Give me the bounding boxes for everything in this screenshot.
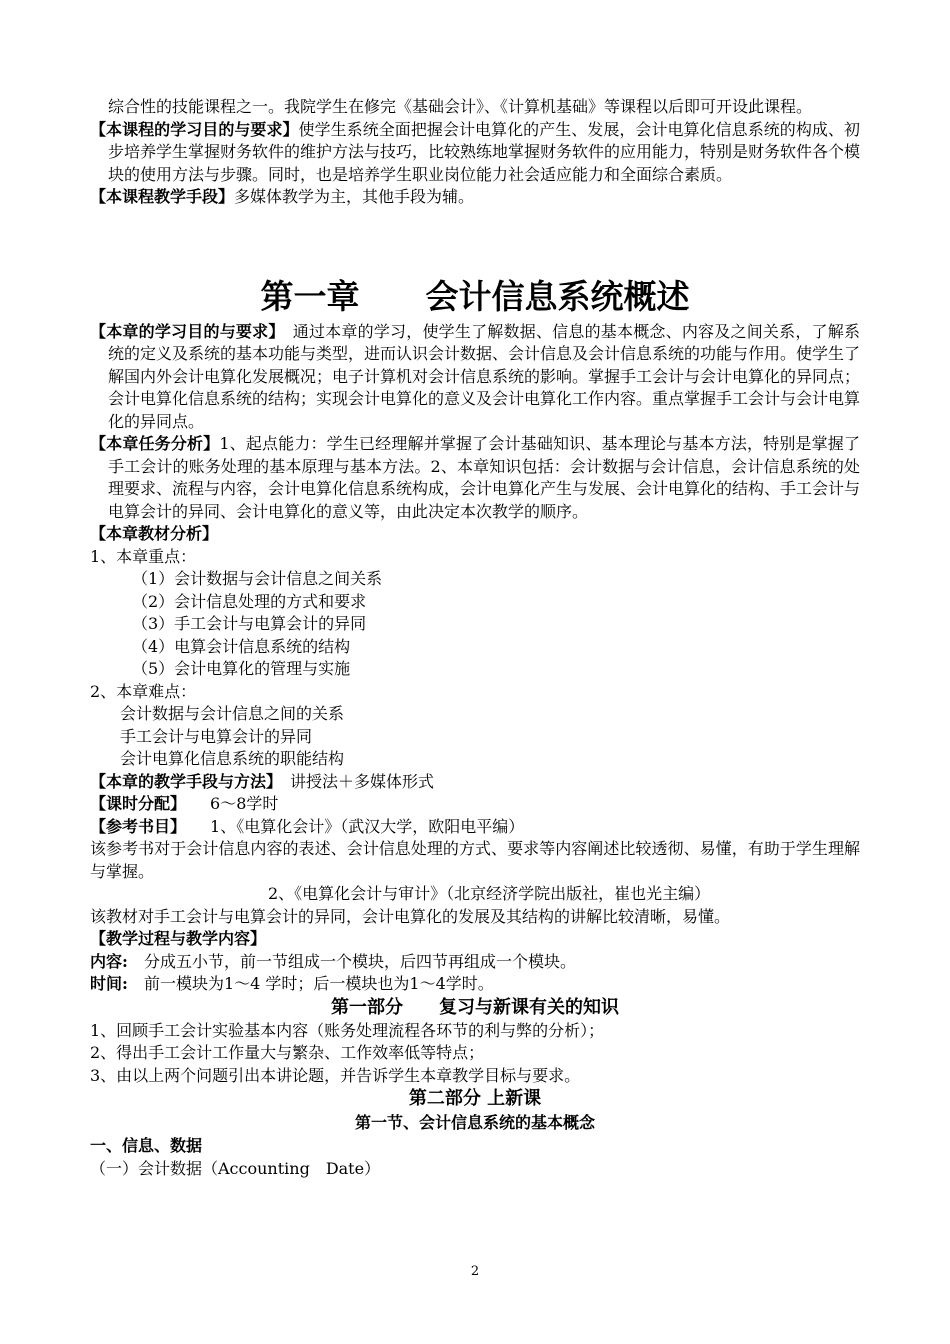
method-line (90, 771, 860, 794)
hours-label: 【课时分配】 (90, 794, 179, 813)
course-goal-text: 使学生系统全面把握会计电算化的产生、发展，会计电算化信息系统的构成、初步培养学生掌握财务软件的维护方法与技巧，比较熟练地掌握财务软件的应用能力，特别是财务软件各个模块的使用方法与步骤。同时，也是培养学生职业岗位能力社会适应能力和全面综合素质。 (108, 119, 861, 184)
chapter-goal-text: 通过本章的学习，使学生了解数据、信息的基本概念、内容及之间关系，了解系统的定义及系统的基本功能与类型，进而认识会计数据、会计信息及会计信息系统的功能与作用。使学生了解国内外会计电算化发展概况；电子计算机对会计信息系统的影响。掌握手工会计与会计电算化的异同点；会计电算化信息系统的结构；实现会计电算化的意义及会计电算化工作内容。重点掌握手工会计与会计电算化的异同点。 (108, 321, 861, 431)
reference-1: 1、《电算化会计》（武汉大学，欧阳电平编） (178, 816, 525, 836)
time-line (90, 973, 860, 996)
reference-line (90, 816, 860, 839)
part1-item-2: 2、得出手工会计工作量大与繁杂、工作效率低等特点； (90, 1043, 485, 1062)
part1-item-3: 3、由以上两个问题引出本讲论题，并告诉学生本章教学目标与要求。 (90, 1065, 581, 1085)
part2-title: 第二部分 上新课 (408, 1088, 542, 1109)
intro-paragraph (90, 96, 860, 119)
key-point-3: （3）手工会计与电算会计的异同 (132, 614, 367, 633)
key-point-5: （5）会计电算化的管理与实施 (132, 659, 351, 678)
section-title: 第一节、会计信息系统的基本概念 (354, 1113, 595, 1132)
difficult-point-2: 手工会计与电算会计的异同 (120, 726, 313, 746)
content-text: 分成五小节，前一节组成一个模块，后四节再组成一个模块。 (143, 951, 576, 971)
chapter-title: 第一章 会计信息系统概述 (260, 276, 690, 316)
chapter-goal-label: 【本章的学习目的与要求】 (90, 321, 277, 341)
reference-2-note: 该教材对手工会计与电算会计的异同，会计电算化的发展及其结构的讲解比较清晰，易懂。 (90, 906, 731, 926)
hours-text: 6～8学时 (178, 794, 279, 813)
course-means-paragraph (90, 186, 860, 209)
difficult-heading: 2、本章难点： (90, 681, 197, 701)
course-means-label: 【本课程教学手段】 (90, 187, 235, 206)
method-text: 讲授法＋多媒体形式 (274, 771, 435, 791)
document-page (90, 96, 860, 1180)
content-label: 内容: (90, 951, 128, 971)
subitem: （一）会计数据（Accounting Date） (90, 1158, 381, 1178)
time-text: 前一模块为1～4 学时；后一模块也为1～4学时。 (143, 974, 494, 993)
hours-line (90, 793, 860, 816)
chapter-goal-paragraph (90, 321, 860, 434)
process-label: 【教学过程与教学内容】 (90, 929, 267, 948)
material-heading (90, 523, 860, 546)
difficult-point-3: 会计电算化信息系统的职能结构 (120, 749, 345, 768)
reference-label: 【参考书目】 (90, 816, 179, 836)
reference-2: 2、《电算化会计与审计》（北京经济学院出版社，崔也光主编） (268, 884, 711, 903)
process-heading (90, 928, 860, 951)
key-point-1: （1）会计数据与会计信息之间关系 (132, 569, 383, 588)
intro-text: 综合性的技能课程之一。我院学生在修完《基础会计》、《计算机基础》等课程以后即可开设此课程。 (108, 97, 813, 116)
key-point-2: （2）会计信息处理的方式和要求 (132, 591, 367, 611)
method-label: 【本章的教学手段与方法】 (90, 771, 275, 791)
part1-title: 第一部分 复习与新课有关的知识 (331, 996, 619, 1018)
chapter-task-paragraph (90, 433, 860, 523)
part1-item-1: 1、回顾手工会计实验基本内容（账务处理流程各环节的利与弊的分析）； (90, 1020, 605, 1040)
key-point-4: （4）电算会计信息系统的结构 (132, 636, 351, 656)
chapter-task-label: 【本章任务分析】 (90, 434, 220, 453)
subheading: 一、信息、数据 (90, 1136, 203, 1155)
material-label: 【本章教材分析】 (90, 524, 219, 543)
time-label: 时间: (90, 974, 128, 993)
page-number: 2 (470, 1264, 480, 1279)
content-line (90, 951, 860, 974)
chapter-task-text: 1、起点能力：学生已经理解并掌握了会计基础知识、基本理论与基本方法，特别是掌握了手工会计的账务处理的基本原理与基本方法。2、本章知识包括：会计数据与会计信息，会计信息系统的处理要求、流程与内容，会计电算化信息系统构成，会计电算化产生与发展、会计电算化的结构、手工会计与电算会计的异同、会计电算化的意义等，由此决定本次教学的顺序。 (108, 434, 861, 521)
course-means-text: 多媒体教学为主，其他手段为辅。 (234, 187, 475, 206)
course-goal-paragraph (90, 119, 860, 187)
reference-1-note: 该参考书对于会计信息内容的表述、会计信息处理的方式、要求等内容阐述比较透彻、易懂，有助于学生理解与掌握。 (90, 839, 860, 881)
difficult-point-1: 会计数据与会计信息之间的关系 (120, 704, 345, 723)
key-heading: 1、本章重点： (90, 546, 197, 566)
course-goal-label: 【本课程的学习目的与要求】 (90, 119, 299, 139)
